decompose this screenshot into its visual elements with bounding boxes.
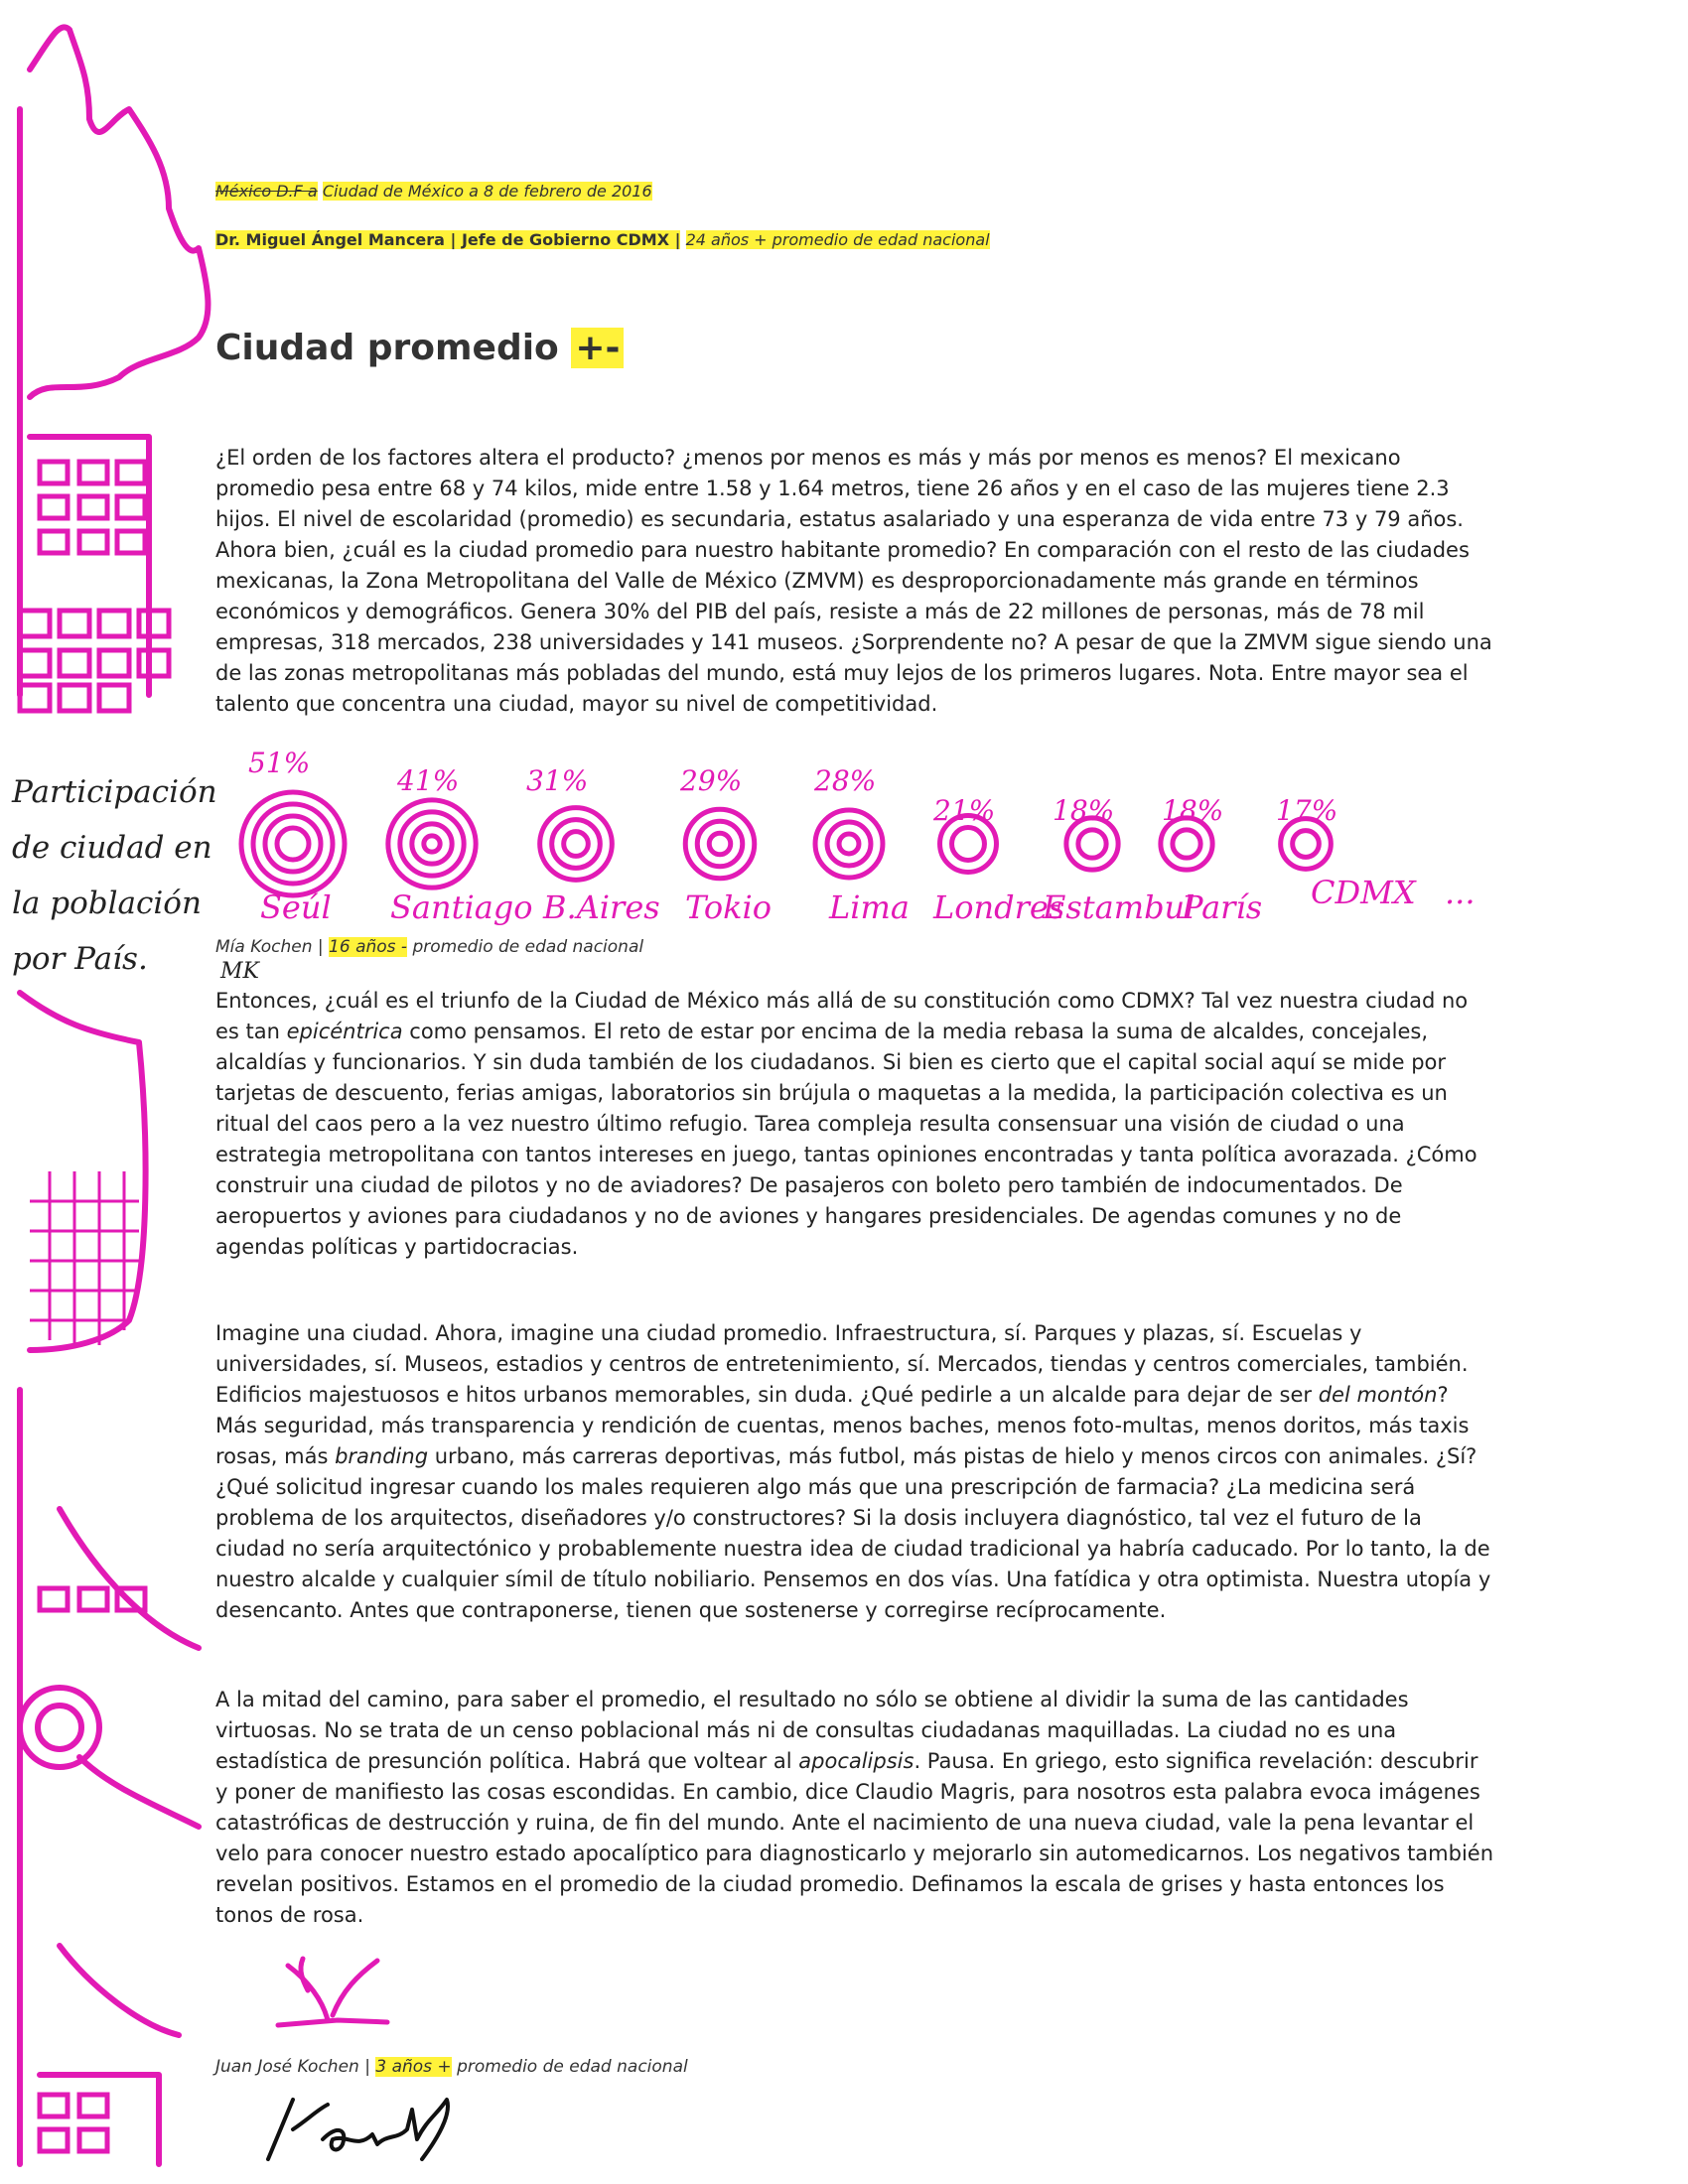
mia-note: promedio de edad nacional [412, 937, 644, 957]
paragraph-1-text: ¿El orden de los factores altera el producto? ¿menos por menos es más y más por menos es menos? El mexicano promedio pesa entre 68 y 74 kilos, mide entre 1.58 y 1.64 metros, tiene 26 años y en el caso de las mujeres tiene 2.3 hijos. El nivel de escolaridad (promedio) es secundaria, estatus asalariado y una esperanza de vida entre 73 y 79 años. Ahora bien, ¿cuál es la ciudad promedio para nuestro habitante promedio? En comparación con el resto de las ciudades mexicanas, la Zona Metropolitana del Valle de México (ZMVM) es desproporcionadamente más grande en términos económicos y demográficos. Genera 30% del PIB del país, resiste a más de 22 millones de personas, más de 78 mil empresas, 318 mercados, 238 universidades y 141 museos. ¿Sorprendente no? A pesar de que la ZMVM sigue siendo una de las zonas metropolitanas más pobladas del mundo, está muy lejos de los primeros lugares. Nota. Entre mayor sea el talento que concentra una ciudad, mayor su nivel de competitividad. [215, 446, 1492, 716]
margin-doodle-cityscape [0, 0, 228, 2184]
juan-signature-line [215, 2057, 688, 2077]
mia-age: 16 años - [329, 937, 408, 957]
chart-bubble-baires [540, 808, 613, 881]
chart-value-label: 28% [814, 764, 877, 797]
paragraph-3 [215, 1318, 1496, 1626]
margin-note: Participación de ciudad en la población por País. [12, 774, 217, 977]
struck-place: México D.F a [215, 182, 318, 201]
chart-value-label: 41% [397, 764, 460, 797]
chart-trailing-ellipsis: ... [1445, 874, 1476, 911]
chart-category-label: Estambul [1043, 888, 1196, 926]
recipient-note: 24 años + promedio de edad nacional [685, 230, 990, 249]
chart-category-label: CDMX [1311, 874, 1416, 911]
paragraph-3-text-a: Imagine una ciudad. Ahora, imagine una ciudad promedio. Infraestructura, sí. Parques y plazas, sí. Escuelas y universidades, sí. Museos, estadios y centros de entretenimiento, sí. Mercados, tiendas y centros comerciales, también. Edificios majestuosos e hitos urbanos memorables, sin duda. ¿Qué pedirle a un alcalde para dejar de ser [215, 1321, 1469, 1407]
page-title [215, 328, 624, 368]
tree-doodle [268, 1951, 397, 2045]
juan-age: 3 años + [375, 2057, 452, 2077]
paragraph-3-text-b: ? Más seguridad, más transparencia y rendición de cuentas, menos baches, menos foto-multas, menos doritos, más taxis rosas, más [215, 1383, 1470, 1468]
place-date-line [215, 182, 652, 201]
chart-category-label: Tokio [685, 888, 773, 926]
juan-note: promedio de edad nacional [457, 2057, 688, 2077]
mia-name: Mía Kochen | [215, 937, 324, 957]
chart-bubble-lima [815, 810, 883, 878]
chart-category-label: Lima [829, 888, 910, 926]
paragraph-2 [215, 986, 1496, 1263]
paragraph-2-text-b: como pensamos. El reto de estar por encima de la media rebasa la suma de alcaldes, concejales, alcaldías y funcionarios. Y sin duda también de los ciudadanos. Si bien es cierto que el capital social aquí se mide por tarjetas de descuento, ferias amigas, laboratorios sin brújula o maquetas a la medida, la participación colectiva es un ritual del caos pero a la vez nuestro último refugio. Tarea compleja resulta consensuar una visión de ciudad o una estrategia metropolitana con tantos intereses en juego, tantas opiniones encontradas y tanta política avorazada. ¿Cómo construir una ciudad de pilotos y no de aviadores? De pasajeros con boleto pero también de indocumentados. De aeropuertos y aviones para ciudadanos y no de aviones y hangares presidenciales. De agendas comunes y no de agendas políticas y partidocracias. [215, 1020, 1477, 1259]
chart-bubble-tokio [685, 809, 754, 878]
chart-category-label: Seúl [260, 888, 332, 926]
title-text: Ciudad promedio [215, 328, 559, 368]
mia-signature-line [215, 937, 643, 957]
paragraph-4-text-a: A la mitad del camino, para saber el promedio, el resultado no sólo se obtiene al dividir la suma de las cantidades virtuosas. No se trata de un censo poblacional más ni de consultas ciudadanas maquilladas. La ciudad no es una estadística de presunción política. Habrá que voltear al [215, 1688, 1409, 1773]
chart-category-label: París [1182, 888, 1263, 926]
chart-bubble-sel [241, 792, 345, 895]
paragraph-2-text-a: Entonces, ¿cuál es el triunfo de la Ciudad de México más allá de su constitución como CDMX? Tal vez nuestra ciudad no es tan [215, 989, 1469, 1043]
paragraph-4 [215, 1685, 1496, 1931]
chart-value-label: 18% [1162, 794, 1224, 827]
chart-value-label: 21% [933, 794, 996, 827]
chart-category-label: Santiago [390, 888, 533, 926]
chart-bubble-santiago [388, 800, 476, 887]
handwritten-signature [248, 2080, 506, 2169]
paragraph-1 [215, 443, 1496, 720]
chart-category-label: Londres [933, 888, 1065, 926]
chart-value-label: 51% [248, 747, 311, 779]
paragraph-2-emphasis: epicéntrica [286, 1020, 403, 1043]
chart-value-label: 17% [1276, 794, 1338, 827]
paragraph-3-emphasis-1: del montón [1318, 1383, 1438, 1407]
paragraph-4-text-b: . Pausa. En griego, esto significa revelación: descubrir y poner de manifiesto las cosas escondidas. En cambio, dice Claudio Magris, para nosotros esta palabra evoca imágenes catastróficas de destrucción y ruina, de fin del mundo. Ante el nacimiento de una nueva ciudad, vale la pena levantar el velo para conocer nuestro estado apocalíptico para diagnosticarlo y mejorarlo sin automedicarnos. Los negativos también revelan positivos. Estamos en el promedio de la ciudad promedio. Definamos la escala de grises y hasta entonces los tonos de rosa. [215, 1749, 1494, 1927]
recipient-line [215, 230, 990, 249]
title-mark: +- [571, 328, 624, 368]
juan-name: Juan José Kochen | [215, 2057, 370, 2077]
mia-initials: MK [220, 959, 259, 984]
paragraph-3-text-c: urbano, más carreras deportivas, más futbol, más pistas de hielo y menos circos con animales. ¿Sí? ¿Qué solicitud ingresar cuando los males requieren algo más que una prescripción de farmacia? ¿La medicina será problema de los arquitectos, diseñadores y/o constructores? Si la dosis incluyera diagnóstico, tal vez el futuro de la ciudad no sería arquitectónico y probablemente nuestra idea de ciudad tradicional ya habría caducado. Por lo tanto, la de nuestro alcalde y cualquier símil de título nobiliario. Pensemos en dos vías. Una fatídica y otra optimista. Nuestra utopía y desencanto. Antes que contraponerse, tienen que sostenerse y corregirse recíprocamente. [215, 1444, 1491, 1622]
paragraph-3-emphasis-2: branding [335, 1444, 429, 1468]
chart-value-label: 29% [680, 764, 743, 797]
chart-value-label: 18% [1053, 794, 1115, 827]
recipient: Dr. Miguel Ángel Mancera | Jefe de Gobierno CDMX | [215, 230, 681, 249]
place-date: Ciudad de México a 8 de febrero de 2016 [322, 182, 652, 201]
chart-value-label: 31% [526, 764, 589, 797]
chart-category-label: B.Aires [543, 888, 660, 926]
paragraph-4-emphasis: apocalipsis [798, 1749, 914, 1773]
